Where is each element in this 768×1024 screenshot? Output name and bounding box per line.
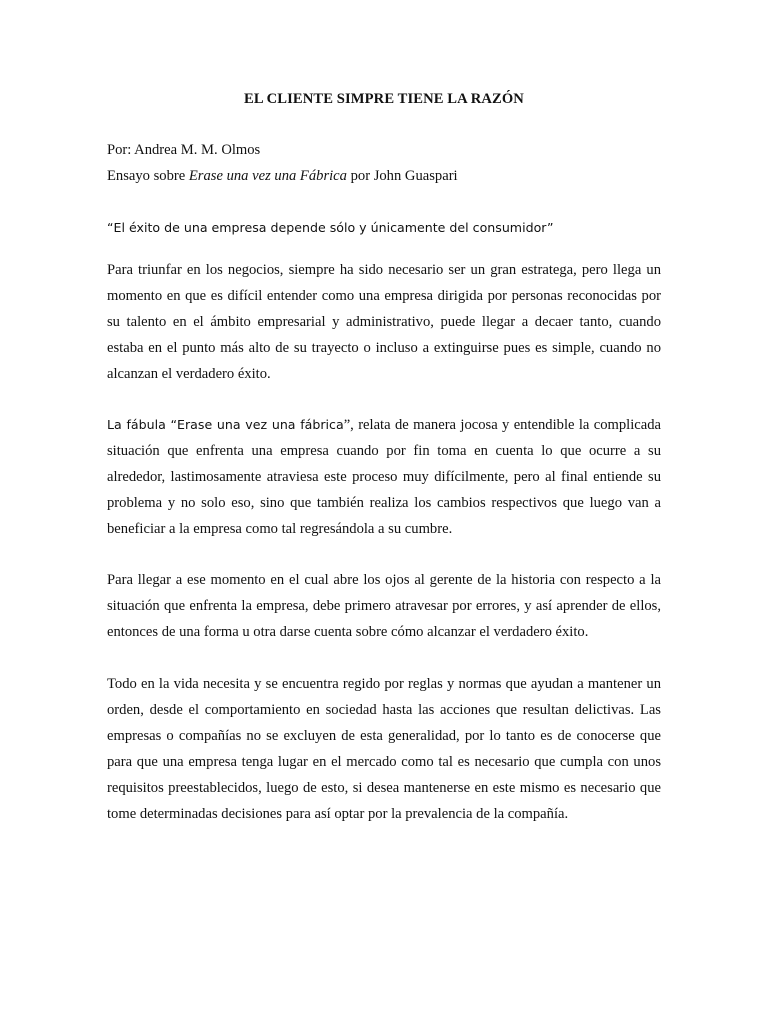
paragraph-3: Para llegar a ese momento en el cual abre los ojos al gerente de la historia con respecto a la situación que enfrenta la empresa, debe primero atravesar por errores, y así aprender de ellos, entonces de una forma u otra darse cuenta sobre cómo alcanzar el verdadero éxito. — [107, 572, 661, 640]
essay-suffix: por John Guaspari — [346, 168, 458, 184]
essay-book-title: Erase una vez una Fábrica — [188, 168, 347, 184]
paragraph-4: Todo en la vida necesita y se encuentra regido por reglas y normas que ayudan a mantener un orden, desde el comportamiento en sociedad hasta las acciones que resultan delictivas. Las empresas o compañías no se excluyen de esta generalidad, por lo tanto es de conocerse que para que una empresa tenga lugar en el mercado como tal es necesario que cumpla con unos requisitos preestablecidos, luego de esto, si desea mantenerse en este mismo es necesario que tome determinadas decisiones para así optar por la prevalencia de la compañía. — [107, 676, 661, 822]
paragraph-1: Para triunfar en los negocios, siempre ha sido necesario ser un gran estratega, pero llega un momento en que es difícil entender como una empresa dirigida por personas reconocidas por su talento en el ámbito empresarial y administrativo, puede llegar a decaer tanto, cuando estaba en el punto más alto de su trayecto o incluso a extinguirse pues es simple, cuando no alcanzan el verdadero éxito. — [107, 262, 661, 382]
paragraph-2-rest: ”, relata de manera jocosa y entendible la complicada situación que enfrenta una empresa cuando por fin toma en cuenta lo que ocurre a su alrededor, lastimosamente atraviesa este proceso muy difícilmente, pero al final entiende su problema y no solo eso, sino que también realiza los cambios respectivos que luego van a beneficiar a la empresa como tal regresándola a su cumbre. — [107, 417, 661, 537]
essay-line — [107, 166, 458, 186]
document-title: EL CLIENTE SIMPRE TIENE LA RAZÓN — [244, 91, 524, 107]
epigraph-quote: “El éxito de una empresa depende sólo y únicamente del consumidor” — [107, 220, 554, 235]
author-line: Por: Andrea M. M. Olmos — [107, 142, 261, 158]
essay-prefix: Ensayo sobre — [107, 168, 189, 184]
paragraph-2 — [107, 412, 661, 542]
paragraph-2-lead: La fábula “Erase una vez una fábrica — [107, 417, 344, 432]
